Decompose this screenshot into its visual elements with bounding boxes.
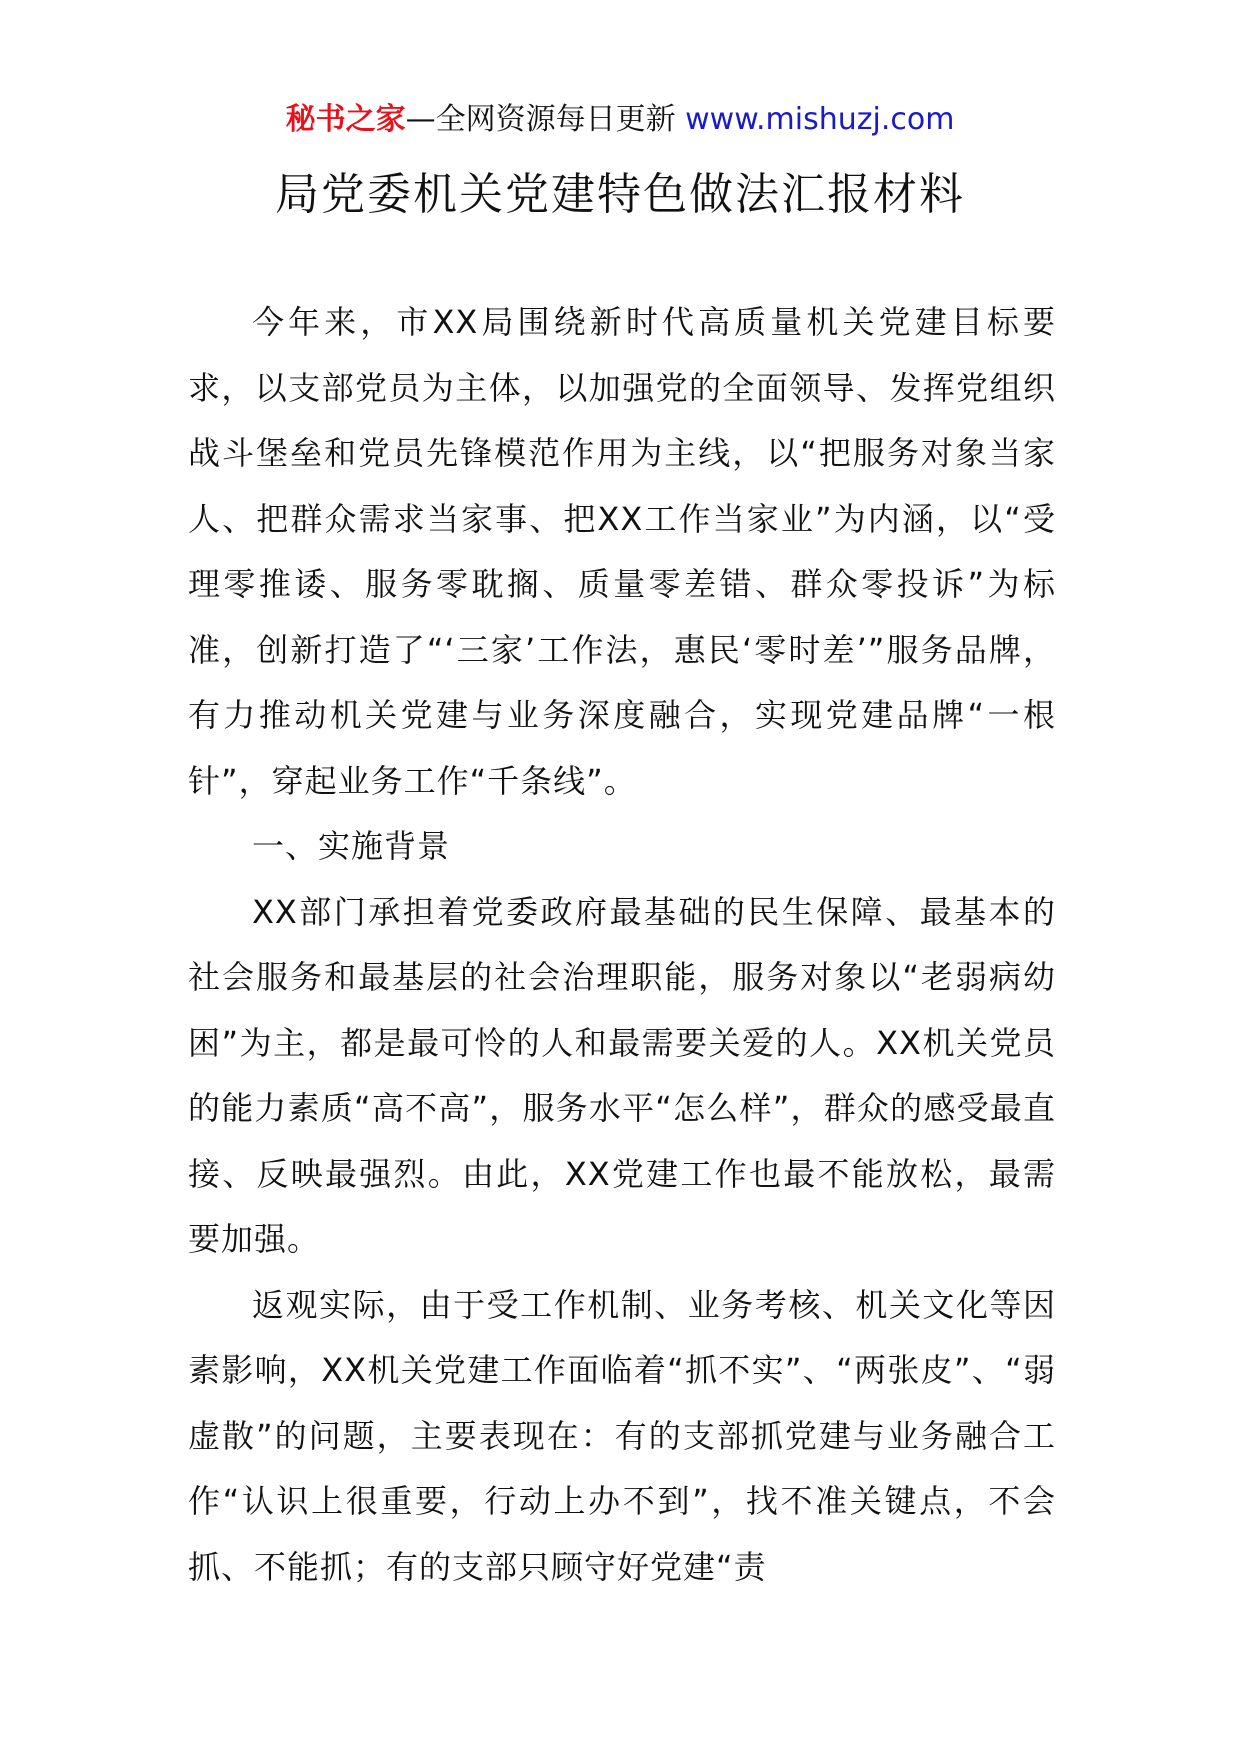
site-url-link[interactable]: www.mishuzj.com xyxy=(685,102,955,137)
paragraph-problems: 返观实际，由于受工作机制、业务考核、机关文化等因素影响，XX机关党建工作面临着“抓不实”、“两张皮”、“弱虚散”的问题，主要表现在：有的支部抓党建与业务融合工作“认识上很重要，行动上办不到”，找不准关键点，不会抓、不能抓；有的支部只顾守好党建“责 xyxy=(188,1285,1056,1586)
site-banner xyxy=(0,100,1240,140)
document-title: 局党委机关党建特色做法汇报材料 xyxy=(275,169,965,220)
paragraph-intro: 今年来，市XX局围绕新时代高质量机关党建目标要求，以支部党员为主体，以加强党的全面领导、发挥党组织战斗堡垒和党员先锋模范作用为主线，以“把服务对象当家人、把群众需求当家事、把XX工作当家业”为内涵，以“受理零推诿、服务零耽搁、质量零差错、群众零投诉”为标准，创新打造了“‘三家’工作法，惠民‘零时差’”服务品牌，有力推动机关党建与业务深度融合，实现党建品牌“一根针”，穿起业务工作“千条线”。 xyxy=(188,303,1056,800)
section-heading-background: 一、实施背景 xyxy=(252,827,451,865)
site-brand: 秘书之家 xyxy=(285,102,406,137)
paragraph-background: XX部门承担着党委政府最基础的民生保障、最基本的社会服务和最基层的社会治理职能，服务对象以“老弱病幼困”为主，都是最可怜的人和最需要关爱的人。XX机关党员的能力素质“高不高”，服务水平“怎么样”，群众的感受最直接、反映最强烈。由此，XX党建工作也最不能放松，最需要加强。 xyxy=(188,892,1056,1258)
site-slogan: —全网资源每日更新 xyxy=(405,102,676,137)
document-body xyxy=(188,290,1056,1600)
